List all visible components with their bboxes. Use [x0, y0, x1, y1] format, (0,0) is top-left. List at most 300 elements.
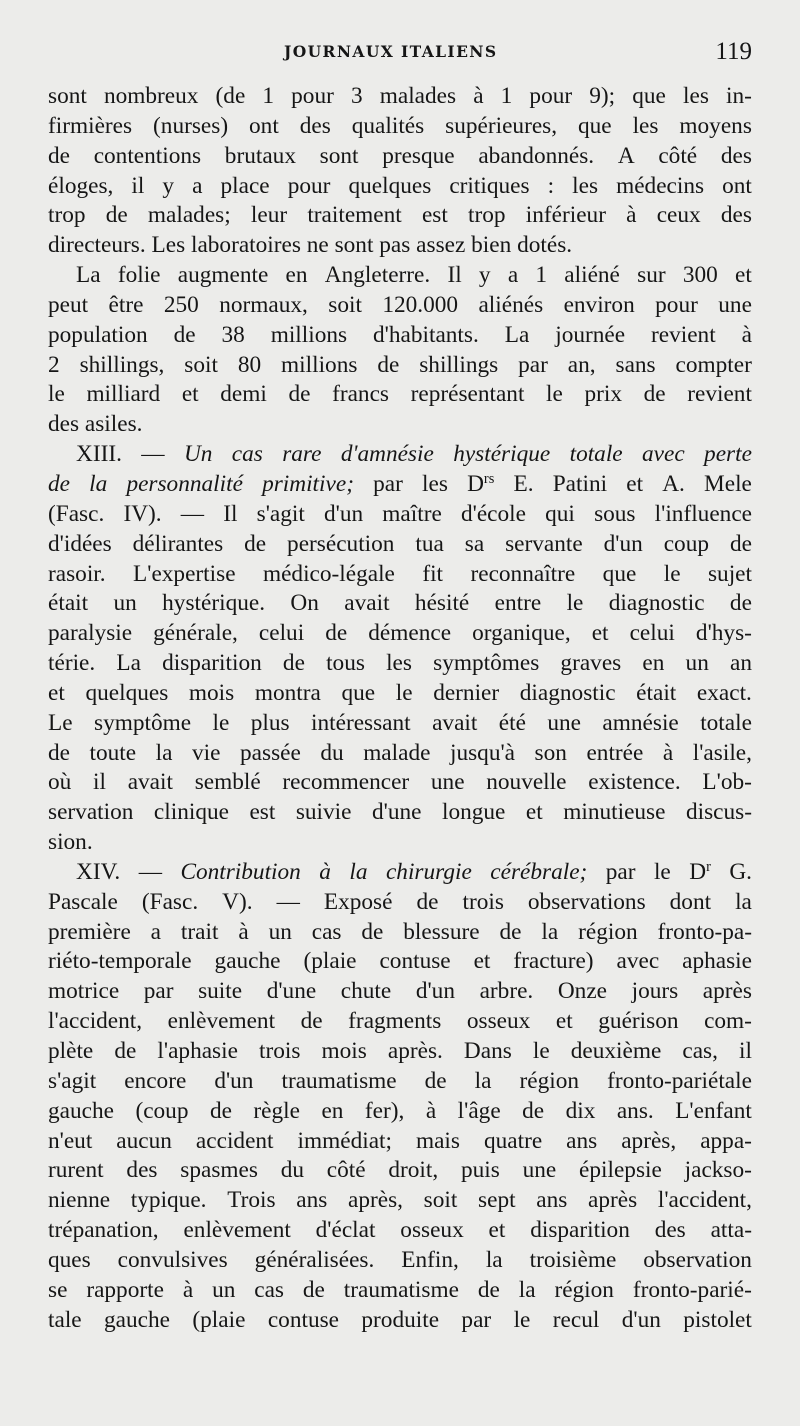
word: celui — [629, 620, 675, 647]
word: fer), — [364, 1097, 405, 1124]
word: côté — [658, 142, 698, 169]
word: pas — [379, 232, 411, 259]
text-line — [48, 828, 752, 858]
word: revient — [651, 321, 716, 348]
word: Angleterre. — [324, 262, 431, 289]
word: semblé — [194, 769, 261, 796]
word: Enfin, — [401, 1246, 459, 1273]
word: à — [238, 918, 249, 945]
word: région — [578, 918, 638, 945]
text-line — [48, 1276, 752, 1306]
word: fronto-parié- — [632, 1276, 752, 1303]
word: est — [249, 799, 276, 826]
word: ques — [48, 1246, 91, 1273]
word: fronto-pariétale — [607, 1067, 752, 1094]
word: ceux — [656, 202, 701, 229]
word: supérieures, — [445, 112, 558, 139]
word: motrice — [48, 978, 120, 1005]
word: d'un — [214, 1067, 254, 1094]
word: revient — [687, 381, 752, 408]
word: aliénés — [478, 291, 544, 318]
word: le — [48, 381, 65, 408]
word: accident — [195, 1127, 274, 1154]
word: fit — [422, 560, 444, 587]
word: spasmes — [180, 1157, 258, 1184]
word: et — [473, 948, 491, 975]
body-text — [48, 82, 752, 1335]
word: ne — [306, 232, 329, 259]
word: de — [424, 1067, 447, 1094]
word: environ — [563, 291, 635, 318]
word: le — [513, 1306, 531, 1333]
word: après. — [387, 1038, 443, 1064]
word: une — [430, 769, 465, 796]
word: de — [282, 650, 305, 677]
word: rare — [282, 441, 322, 468]
word: abandonnés. — [478, 142, 595, 169]
word: assez — [416, 232, 466, 259]
word: soit — [184, 351, 218, 378]
word: ans. — [616, 1097, 654, 1124]
word: place — [220, 172, 270, 199]
word: 3 — [350, 83, 363, 109]
word: la — [89, 470, 108, 497]
word: les — [632, 112, 659, 139]
word: de — [477, 1276, 500, 1303]
word: démence — [368, 620, 452, 647]
word: journée — [555, 321, 626, 348]
word: millions — [281, 351, 358, 378]
word: sur — [637, 262, 666, 289]
word: en — [285, 262, 308, 289]
word: contentions — [93, 142, 202, 169]
word: $D^r$ — [689, 858, 711, 885]
word: contuse — [379, 948, 451, 975]
word: à — [662, 739, 674, 766]
word: d'hys- — [695, 620, 752, 647]
word: a — [150, 918, 162, 945]
text-line — [48, 888, 752, 918]
word: XIV. — [76, 858, 121, 885]
word: cas, — [682, 1038, 718, 1064]
word: épilepsie — [579, 1157, 662, 1184]
word: d'école — [460, 500, 526, 527]
word: La — [504, 321, 530, 348]
word: L'enfant — [675, 1097, 752, 1124]
word: Contribution — [180, 858, 301, 885]
word: ont — [249, 112, 279, 139]
word: généralisées. — [254, 1246, 375, 1273]
word: observation — [643, 1246, 752, 1273]
word: par — [373, 470, 403, 497]
word: entre — [494, 590, 542, 617]
word: G. — [729, 858, 752, 885]
word: des — [720, 202, 752, 229]
word: exact. — [696, 679, 752, 706]
word: 1 — [262, 83, 275, 109]
word: de — [173, 321, 196, 348]
word: jackso- — [684, 1157, 752, 1184]
text-line — [48, 739, 752, 769]
word: gauche — [104, 1306, 170, 1333]
word: milliard — [86, 381, 161, 408]
word: quatre — [483, 1127, 543, 1154]
word: XIII. — [76, 441, 122, 468]
word: (coup — [135, 1097, 189, 1124]
word: sous — [594, 500, 636, 527]
word: de — [209, 1097, 232, 1124]
word: après — [702, 978, 752, 1005]
word: de — [643, 381, 666, 408]
word: que — [578, 112, 612, 139]
word: 250 — [163, 291, 199, 318]
word: firmières — [48, 112, 133, 139]
word: celui — [258, 620, 305, 647]
word: Trois — [227, 1187, 276, 1214]
word: l'influence — [654, 500, 752, 527]
word: cas — [311, 918, 342, 945]
word: $D^{rs}$ — [467, 470, 495, 497]
word: cas — [254, 1276, 284, 1303]
word: vie — [192, 739, 221, 766]
word: an — [730, 650, 752, 677]
word: que — [632, 83, 666, 109]
word: des — [299, 112, 331, 139]
word: 9); — [589, 83, 616, 109]
word: du — [320, 739, 344, 766]
word: une — [522, 1157, 557, 1184]
word: IV). — [123, 500, 162, 527]
word: nouvelle — [486, 769, 567, 796]
word: le — [395, 679, 413, 706]
word: et — [181, 381, 199, 408]
word: contuse — [267, 1306, 339, 1333]
word: du — [280, 1157, 304, 1184]
word: V). — [222, 888, 253, 915]
word: intéressant — [311, 709, 411, 736]
word: Un — [183, 441, 213, 468]
word: population — [48, 321, 148, 348]
word: dix — [565, 1097, 596, 1124]
text-line — [48, 1216, 752, 1246]
word: Les — [151, 232, 186, 259]
word: shillings, — [79, 351, 165, 378]
word: amnésie — [602, 709, 679, 736]
word: et — [488, 1217, 506, 1244]
word: le — [653, 858, 671, 885]
word: laboratoires — [190, 232, 301, 259]
text-line — [48, 947, 752, 977]
word: — — [180, 500, 205, 527]
text-line — [48, 560, 752, 590]
word: — — [141, 441, 165, 468]
word: quelques — [85, 679, 169, 706]
word: hésité — [414, 590, 470, 617]
word: trois — [462, 888, 504, 915]
word: montra — [254, 679, 321, 706]
word: fronto-pa- — [657, 918, 752, 945]
word: La — [76, 262, 101, 289]
word: sion. — [48, 829, 93, 856]
word: organique, — [472, 620, 571, 647]
text-line — [48, 1156, 752, 1186]
word: peut — [48, 291, 89, 318]
word: d'un — [323, 500, 364, 527]
word: in- — [726, 83, 752, 109]
word: paralysie — [48, 620, 133, 647]
word: Pascale — [48, 888, 118, 915]
page-header — [0, 38, 800, 78]
word: droit, — [388, 1157, 439, 1184]
word: que — [341, 679, 376, 706]
word: sans — [615, 351, 656, 378]
word: On — [290, 590, 319, 617]
text-line — [48, 321, 752, 351]
word: totale — [700, 709, 752, 736]
word: hystérique — [453, 441, 551, 468]
word: moyens — [679, 112, 752, 139]
word: après, — [621, 1127, 677, 1154]
word: directeurs. — [48, 232, 146, 259]
word: francs — [332, 381, 389, 408]
word: d'un — [415, 978, 455, 1005]
word: avait — [432, 709, 478, 736]
word: perte — [704, 441, 752, 468]
word: par — [605, 858, 636, 885]
word: première — [48, 918, 131, 945]
word: qui — [545, 500, 575, 527]
word: nombreux — [103, 83, 199, 109]
word: pour — [529, 83, 573, 109]
word: La — [116, 650, 141, 677]
word: normaux, — [219, 291, 308, 318]
word: recommencer — [282, 769, 410, 796]
word: et — [525, 799, 543, 826]
word: côté — [326, 1157, 366, 1184]
word: Dans — [463, 1038, 512, 1064]
word: des — [48, 411, 80, 438]
word: trois — [259, 1038, 301, 1064]
word: chirurgie — [385, 858, 472, 885]
word: il — [131, 172, 145, 199]
word: gauche — [48, 1097, 114, 1124]
word: hystérique. — [162, 590, 266, 617]
word: dont — [669, 888, 712, 915]
word: de — [105, 202, 128, 229]
word: il — [93, 769, 106, 796]
word: soit — [328, 291, 362, 318]
text-line — [48, 440, 752, 470]
word: toute — [89, 739, 137, 766]
word: encore — [124, 1067, 187, 1094]
word: était — [636, 679, 677, 706]
word: s'agit — [256, 500, 305, 527]
word: nienne — [48, 1187, 111, 1214]
word: la — [485, 1246, 503, 1273]
word: symptômes — [433, 650, 540, 677]
word: avec — [616, 948, 660, 975]
word: disparition — [530, 1217, 630, 1244]
word: est — [421, 202, 448, 229]
word: appa- — [700, 1127, 752, 1154]
text-line — [48, 291, 752, 321]
text-line — [48, 530, 752, 560]
text-line — [48, 768, 752, 798]
word: arbre. — [479, 978, 534, 1005]
word: asiles. — [84, 411, 143, 438]
word: aliéné — [564, 262, 620, 289]
word: à — [319, 858, 331, 885]
text-line — [48, 1067, 752, 1097]
word: de — [325, 620, 348, 647]
word: le — [546, 381, 563, 408]
word: (plaie — [192, 1306, 246, 1333]
word: trépanation, — [48, 1217, 159, 1244]
word: 300 — [682, 262, 718, 289]
text-line — [48, 351, 752, 381]
text-line — [48, 589, 752, 619]
word: de — [288, 381, 311, 408]
word: L'ob- — [702, 769, 752, 796]
word: — — [138, 858, 162, 885]
word: délirantes — [132, 530, 224, 557]
word: personnalité — [126, 470, 243, 497]
word: E. — [513, 470, 534, 497]
word: d'un — [603, 530, 643, 557]
word: typique. — [130, 1187, 207, 1214]
word: un — [685, 650, 709, 677]
word: dotés. — [517, 232, 573, 259]
word: s'agit — [48, 1067, 97, 1094]
word: le — [532, 1038, 550, 1064]
word: suite — [198, 978, 243, 1005]
word: de — [48, 470, 70, 497]
word: à — [425, 1097, 437, 1124]
word: les — [683, 83, 709, 109]
word: l'aphasie — [157, 1038, 238, 1064]
text-line — [48, 1306, 752, 1336]
word: produite — [361, 1306, 440, 1333]
word: quelques — [348, 172, 432, 199]
word: aucun — [116, 1127, 172, 1154]
word: le — [212, 709, 230, 736]
word: cas — [231, 441, 263, 468]
word: Le — [48, 709, 73, 736]
word: de — [377, 351, 400, 378]
word: la — [541, 918, 559, 945]
word: traumatisme — [281, 1067, 397, 1094]
word: 2 — [48, 351, 60, 378]
word: compter — [675, 351, 752, 378]
text-line — [48, 172, 752, 202]
word: d'amnésie — [340, 441, 434, 468]
word: trop — [468, 202, 506, 229]
word: traitement — [307, 202, 402, 229]
word: y — [478, 262, 491, 289]
word: Patini — [552, 470, 608, 497]
word: règle — [253, 1097, 300, 1124]
word: de — [302, 1276, 325, 1303]
word: d'une — [266, 978, 317, 1005]
word: par — [518, 351, 548, 378]
word: — — [276, 888, 300, 915]
word: (de — [215, 83, 246, 109]
word: : — [547, 172, 555, 199]
word: était — [48, 590, 89, 617]
word: les — [422, 470, 448, 497]
word: se — [48, 1276, 68, 1303]
word: atta- — [710, 1217, 752, 1244]
text-line — [48, 798, 752, 828]
word: d'habitants. — [373, 321, 479, 348]
word: de — [48, 739, 70, 766]
word: puis — [460, 1157, 500, 1184]
text-line — [48, 918, 752, 948]
word: de — [300, 1008, 323, 1035]
word: de — [244, 530, 267, 557]
word: pour — [287, 172, 331, 199]
word: (Fasc. — [48, 500, 105, 527]
word: critiques — [449, 172, 530, 199]
word: de — [114, 1038, 137, 1064]
word: chute — [340, 978, 392, 1005]
word: avait — [127, 769, 173, 796]
word: il — [739, 1038, 752, 1064]
word: graves — [560, 650, 622, 677]
word: A — [617, 142, 635, 169]
word: de — [499, 918, 522, 945]
word: de — [48, 142, 70, 169]
word: un — [212, 1276, 236, 1303]
word: région — [554, 1276, 614, 1303]
word: observations — [527, 888, 646, 915]
text-line — [48, 380, 752, 410]
word: et — [591, 620, 609, 647]
word: de — [522, 1097, 545, 1124]
text-line — [48, 858, 752, 888]
word: l'accident, — [657, 1187, 752, 1214]
word: soit — [423, 1187, 458, 1214]
word: rurent — [48, 1157, 104, 1184]
word: clinique — [153, 799, 229, 826]
word: persécution — [287, 530, 395, 557]
text-line — [48, 1246, 752, 1276]
word: servante — [505, 530, 583, 557]
word: et — [626, 470, 644, 497]
word: représentant — [410, 381, 525, 408]
word: L'expertise — [133, 560, 236, 587]
word: 1 — [500, 83, 513, 109]
word: par — [461, 1306, 492, 1333]
word: des — [720, 142, 752, 169]
word: osseux — [466, 1008, 531, 1035]
text-line — [48, 1007, 752, 1037]
text-line — [48, 410, 752, 440]
word: avait — [344, 590, 390, 617]
word: sont — [48, 83, 87, 109]
word: entrée — [586, 739, 644, 766]
word: et — [48, 679, 65, 706]
text-line — [48, 261, 752, 291]
word: à — [182, 1276, 194, 1303]
word: pour — [291, 83, 334, 109]
word: blessure — [403, 918, 480, 945]
word: 80 — [237, 351, 262, 378]
word: minutieuse — [563, 799, 666, 826]
word: n'eut — [48, 1127, 93, 1154]
word: enlèvement — [183, 1217, 291, 1244]
word: discus- — [685, 799, 752, 826]
